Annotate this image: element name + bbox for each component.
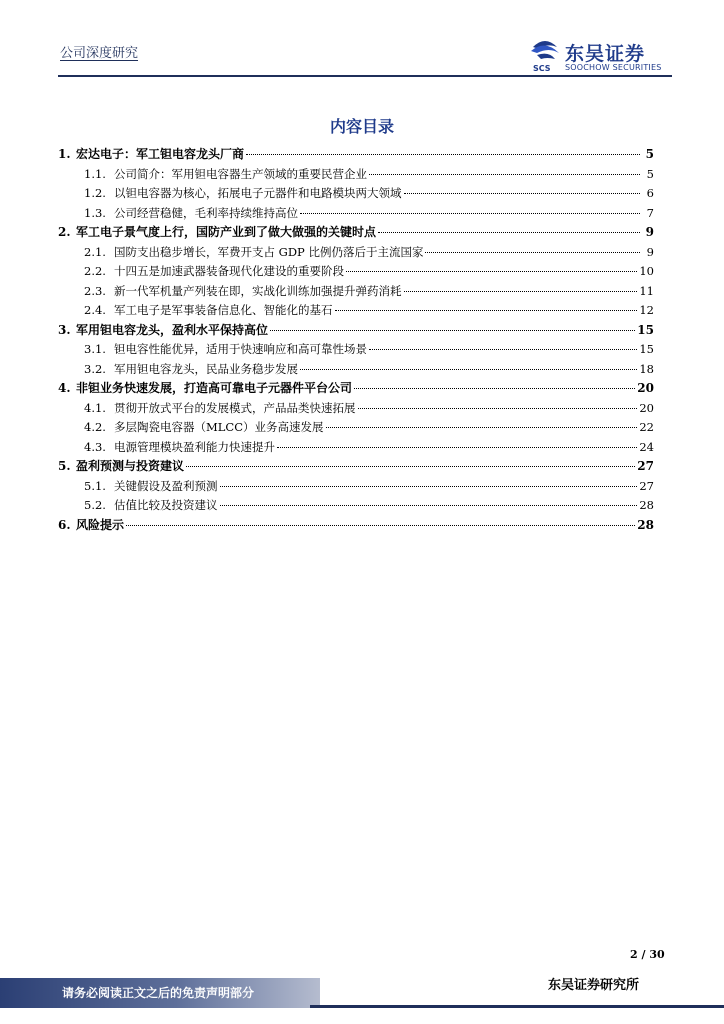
toc-entry-title: 钽电容性能优异，适用于快速响应和高可靠性场景 xyxy=(114,342,367,356)
toc-section[interactable] xyxy=(58,379,654,399)
toc-leader-dots xyxy=(220,486,638,487)
toc-entry-number: 6. xyxy=(58,517,71,532)
toc-entry-number: 5.1. xyxy=(84,478,106,493)
soochow-logo-icon xyxy=(527,37,563,73)
toc-leader-dots xyxy=(354,388,635,389)
toc-entry-title: 关键假设及盈利预测 xyxy=(114,478,218,493)
toc-entry-title: 多层陶瓷电容器（MLCC）业务高速发展 xyxy=(114,420,324,434)
toc-subsection[interactable] xyxy=(58,282,654,302)
toc-leader-dots xyxy=(270,330,635,331)
toc-entry-page: 15 xyxy=(637,322,654,337)
toc-leader-dots xyxy=(300,369,637,370)
toc-entry-page: 6 xyxy=(646,186,654,200)
toc-leader-dots xyxy=(425,252,640,253)
toc-subsection[interactable] xyxy=(58,184,654,204)
toc-entry-title: 贯彻开放式平台的发展模式，产品品类快速拓展 xyxy=(114,400,356,415)
toc-entry-number: 4.3. xyxy=(84,439,106,454)
toc-entry-page: 20 xyxy=(637,381,654,395)
toc-entry-page: 5 xyxy=(645,147,654,161)
toc-leader-dots xyxy=(335,310,638,311)
toc-entry-page: 22 xyxy=(639,420,654,434)
toc-leader-dots xyxy=(277,447,637,448)
toc-entry-number: 4.1. xyxy=(84,400,106,415)
toc-leader-dots xyxy=(369,349,637,350)
toc-entry-title: 以钽电容器为核心，拓展电子元器件和电路模块两大领域 xyxy=(114,186,402,200)
report-type-label: 公司深度研究 xyxy=(60,46,139,61)
toc-section[interactable] xyxy=(58,223,654,243)
toc-subsection[interactable] xyxy=(58,301,654,321)
toc-entry-number: 1.1. xyxy=(84,166,106,181)
toc-entry-number: 5.2. xyxy=(84,498,106,512)
toc-leader-dots xyxy=(369,174,640,175)
toc-entry-title: 国防支出稳步增长，军费开支占 GDP 比例仍落后于主流国家 xyxy=(114,244,424,259)
toc-entry-title: 军用钽电容龙头，盈利水平保持高位 xyxy=(76,322,269,337)
toc-entry-number: 2. xyxy=(58,225,71,239)
toc-entry-page: 20 xyxy=(639,400,654,415)
toc-entry-page: 28 xyxy=(637,517,654,532)
toc-entry-title: 盈利预测与投资建议 xyxy=(76,459,185,473)
toc-entry-number: 3.2. xyxy=(84,361,106,376)
toc-subsection[interactable] xyxy=(58,477,654,497)
toc-entry-title: 非钽业务快速发展，打造高可靠电子元器件平台公司 xyxy=(76,381,353,395)
toc-entry-number: 2.2. xyxy=(84,264,106,278)
toc-entry-number: 2.3. xyxy=(84,283,106,298)
toc-subsection[interactable] xyxy=(58,496,654,516)
toc-leader-dots xyxy=(404,291,638,292)
toc-entry-title: 军用钽电容龙头，民品业务稳步发展 xyxy=(114,361,298,376)
toc-entry-page: 10 xyxy=(639,264,654,278)
toc-entry-title: 十四五是加速武器装备现代化建设的重要阶段 xyxy=(114,264,344,278)
toc-entry-number: 1. xyxy=(58,147,71,161)
toc-entry-page: 28 xyxy=(639,498,654,512)
toc-leader-dots xyxy=(326,427,638,428)
toc-entry-page: 7 xyxy=(646,205,654,220)
toc-entry-title: 风险提示 xyxy=(76,517,125,532)
toc-leader-dots xyxy=(404,193,641,194)
logo-mark-text: SCS xyxy=(533,64,551,73)
toc-section[interactable] xyxy=(58,145,654,165)
footer-institute: 东吴证券研究所 xyxy=(548,978,640,993)
toc-leader-dots xyxy=(346,271,637,272)
toc-entry-page: 5 xyxy=(646,166,654,181)
toc-subsection[interactable] xyxy=(58,165,654,185)
toc-entry-page: 15 xyxy=(639,342,654,356)
toc-entry-number: 1.3. xyxy=(84,205,106,220)
toc-section[interactable] xyxy=(58,321,654,341)
toc-entry-title: 宏达电子：军工钽电容龙头厂商 xyxy=(76,147,245,161)
toc-entry-number: 4.2. xyxy=(84,420,106,434)
logo-chinese-name: 东吴证券 xyxy=(565,43,646,65)
footer-line xyxy=(310,1005,724,1008)
toc-subsection[interactable] xyxy=(58,243,654,263)
toc-leader-dots xyxy=(220,505,638,506)
toc-subsection[interactable] xyxy=(58,360,654,380)
company-logo xyxy=(527,37,677,77)
toc-entry-title: 估值比较及投资建议 xyxy=(114,498,218,512)
toc-subsection[interactable] xyxy=(58,262,654,282)
toc-leader-dots xyxy=(246,154,640,155)
toc-subsection[interactable] xyxy=(58,340,654,360)
toc-leader-dots xyxy=(126,525,635,526)
toc-entry-number: 3.1. xyxy=(84,342,106,356)
toc-entry-title: 公司经营稳健，毛利率持续维持高位 xyxy=(114,205,298,220)
toc-entry-title: 军工电子是军事装备信息化、智能化的基石 xyxy=(114,303,333,317)
toc-entry-page: 9 xyxy=(645,225,654,239)
toc-entry-number: 2.1. xyxy=(84,244,106,259)
toc-entry-page: 24 xyxy=(639,439,654,454)
footer-disclaimer: 请务必阅读正文之后的免责声明部分 xyxy=(62,986,255,1000)
page-number: 2 / 30 xyxy=(630,948,665,961)
toc-entry-number: 3. xyxy=(58,322,71,337)
logo-english-name: SOOCHOW SECURITIES xyxy=(565,63,662,72)
toc-leader-dots xyxy=(300,213,640,214)
toc-entry-number: 5. xyxy=(58,459,71,473)
toc-subsection[interactable] xyxy=(58,438,654,458)
toc-section[interactable] xyxy=(58,457,654,477)
toc-entry-title: 公司简介：军用钽电容器生产领域的重要民营企业 xyxy=(114,166,367,181)
toc-entry-number: 4. xyxy=(58,381,71,395)
toc-entry-page: 27 xyxy=(639,478,654,493)
toc-entry-title: 军工电子景气度上行，国防产业到了做大做强的关键时点 xyxy=(76,225,377,239)
toc-leader-dots xyxy=(378,232,640,233)
toc-entry-title: 电源管理模块盈利能力快速提升 xyxy=(114,439,275,454)
toc-entry-number: 1.2. xyxy=(84,186,106,200)
toc-entry-number: 2.4. xyxy=(84,303,106,317)
toc-section[interactable] xyxy=(58,516,654,536)
toc-entry-page: 12 xyxy=(639,303,654,317)
toc-entry-page: 27 xyxy=(637,459,654,473)
toc-entry-page: 9 xyxy=(646,244,654,259)
table-of-contents xyxy=(58,145,654,535)
toc-leader-dots xyxy=(186,466,635,467)
toc-subsection[interactable] xyxy=(58,204,654,224)
toc-entry-page: 18 xyxy=(639,361,654,376)
toc-subsection[interactable] xyxy=(58,418,654,438)
toc-entry-page: 11 xyxy=(639,283,654,298)
toc-title: 内容目录 xyxy=(329,117,394,136)
toc-entry-title: 新一代军机量产列装在即，实战化训练加强提升弹药消耗 xyxy=(114,283,402,298)
toc-subsection[interactable] xyxy=(58,399,654,419)
toc-leader-dots xyxy=(358,408,638,409)
header-divider xyxy=(58,75,672,77)
